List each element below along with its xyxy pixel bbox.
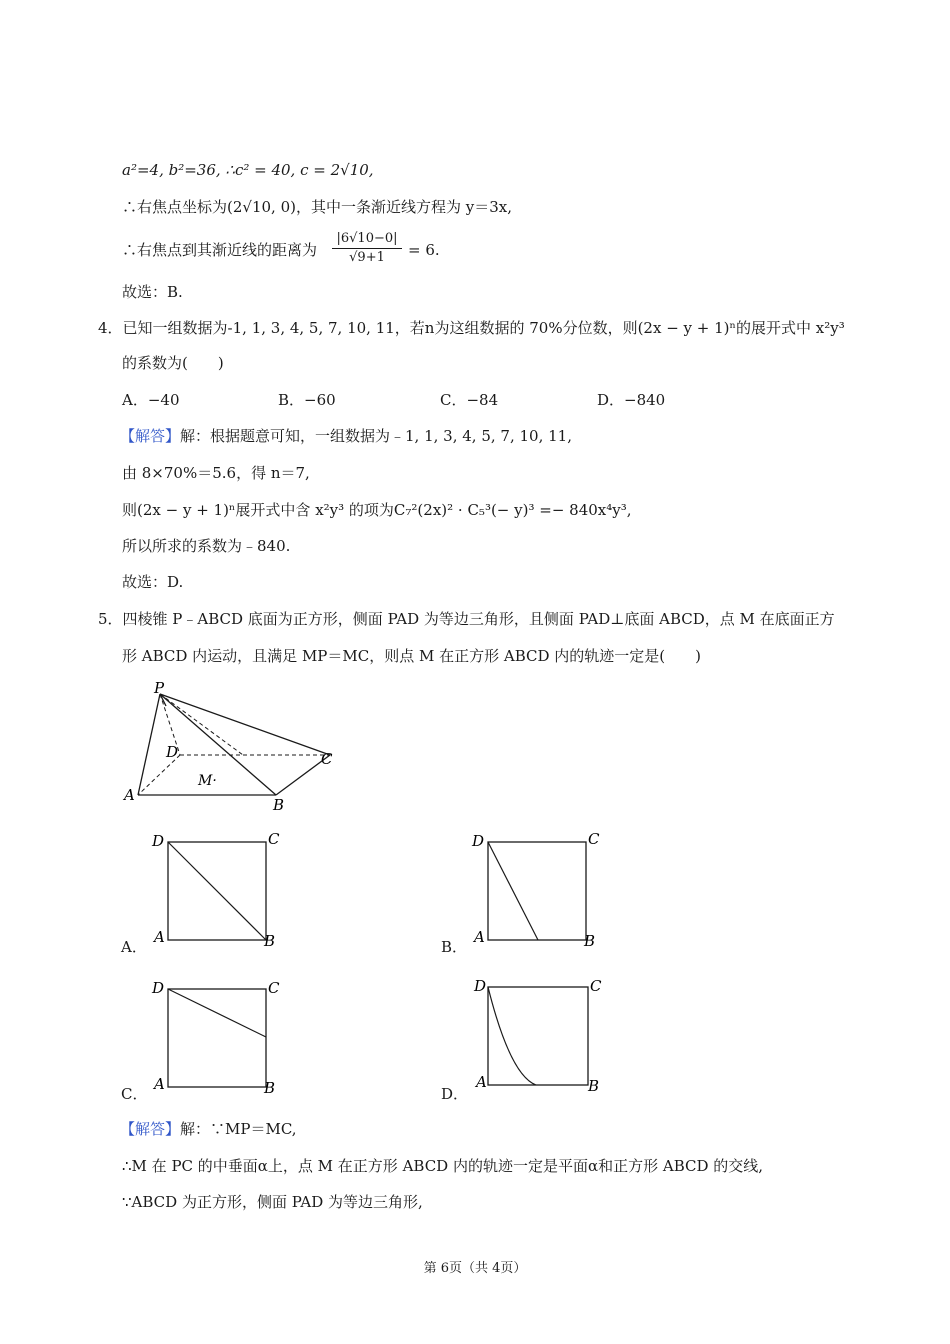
distance-text: ∴右焦点到其渐近线的距离为 <box>122 241 318 259</box>
option-a-figure <box>148 828 288 950</box>
square-c-label-b: B <box>264 1079 276 1097</box>
question-5-stem-line-1: 5．四棱锥 P﹣ABCD 底面为正方形，侧面 PAD 为等边三角形，且侧面 PAD⊥底面 ABCD，点 M 在底面正方 <box>98 610 835 628</box>
square-a-label-d: D <box>152 832 165 850</box>
square-b-label-c: C <box>588 830 600 848</box>
point-label-m: M· <box>198 773 217 789</box>
answer-tag-q5: 【解答】 <box>120 1120 181 1138</box>
option-d-figure <box>468 975 608 1097</box>
square-a-label-c: C <box>268 830 280 848</box>
q4-option-a: A．−40 <box>122 391 180 409</box>
square-c-label-d: D <box>152 979 165 997</box>
distance-result: = 6. <box>408 241 440 259</box>
question-5-stem-line-2: 形 ABCD 内运动，且满足 MP＝MC，则点 M 在正方形 ABCD 内的轨迹一定是( ) <box>122 647 702 665</box>
vertex-label-c: C <box>321 750 333 768</box>
vertex-label-p: P <box>154 680 165 697</box>
page-footer: 第 6页（共 4页） <box>423 1261 527 1276</box>
q5-solution-text-1: 解：∵MP＝MC, <box>180 1120 297 1138</box>
question-4-stem-line-1: 4．已知一组数据为-1, 1, 3, 4, 5, 7, 10, 11，若n为这组数据的 70%分位数，则(2x − y + 1)ⁿ的展开式中 x²y³ <box>98 319 845 337</box>
q4-solution-line-5: 故选：D. <box>122 573 184 591</box>
distance-fraction <box>332 230 402 267</box>
q4-option-b: B．−60 <box>278 391 336 409</box>
square-b-label-a: A <box>474 928 485 946</box>
q5-solution-line-3: ∵ABCD 为正方形，侧面 PAD 为等边三角形, <box>122 1193 423 1211</box>
solution-line-2: ∴右焦点坐标为(2√10, 0)，其中一条渐近线方程为 y＝3x, <box>122 198 512 216</box>
square-d-label-d: D <box>474 977 487 995</box>
square-b-label-b: B <box>584 932 596 950</box>
square-b-label-d: D <box>472 832 485 850</box>
q5-option-a-label: A． <box>121 938 147 956</box>
q4-solution-line-2: 由 8×70%＝5.6，得 n＝7, <box>122 464 310 482</box>
q5-solution-line-1 <box>120 1119 297 1139</box>
q4-solution-line-3: 则(2x − y + 1)ⁿ展开式中含 x²y³ 的项为C₇²(2x)² · C₅³(− y)³ =− 840x⁴y³, <box>122 501 632 519</box>
option-c-figure <box>148 975 288 1097</box>
solution-line-3 <box>122 240 317 260</box>
answer-choice-q3: 故选：B. <box>122 283 183 301</box>
square-a-label-a: A <box>154 928 165 946</box>
q4-option-d: D．−840 <box>597 391 666 409</box>
q5-solution-line-2: ∴M 在 PC 的中垂面α上，点 M 在正方形 ABCD 内的轨迹一定是平面α和正方形 ABCD 的交线, <box>122 1157 764 1175</box>
fraction-numerator: |6√10−0| <box>332 230 402 249</box>
vertex-label-a: A <box>124 786 135 804</box>
pyramid-figure <box>118 680 348 815</box>
question-4-stem-line-2: 的系数为( ) <box>122 354 224 372</box>
fraction-denominator: √9+1 <box>349 250 385 265</box>
square-c-label-a: A <box>154 1075 165 1093</box>
option-b-figure <box>468 828 608 950</box>
vertex-label-b: B <box>273 796 285 814</box>
square-c-label-c: C <box>268 979 280 997</box>
square-d-label-b: B <box>588 1077 600 1095</box>
q5-option-d-label: D． <box>441 1085 469 1103</box>
solution-line-1: a²=4, b²=36, ∴c² = 40, c = 2√10, <box>122 161 374 179</box>
q4-solution-line-1 <box>120 426 572 446</box>
q5-option-b-label: B． <box>441 938 468 956</box>
q4-solution-line-4: 所以所求的系数为﹣840. <box>122 537 291 555</box>
square-d-label-c: C <box>590 977 602 995</box>
square-a-label-b: B <box>264 932 276 950</box>
q4-option-c: C．−84 <box>440 391 499 409</box>
q5-option-c-label: C． <box>121 1085 148 1103</box>
vertex-label-d: D <box>166 743 179 761</box>
answer-tag: 【解答】 <box>120 427 181 445</box>
square-d-label-a: A <box>476 1073 487 1091</box>
q4-solution-text-1: 解：根据题意可知，一组数据为﹣1, 1, 3, 4, 5, 7, 10, 11, <box>180 427 572 445</box>
